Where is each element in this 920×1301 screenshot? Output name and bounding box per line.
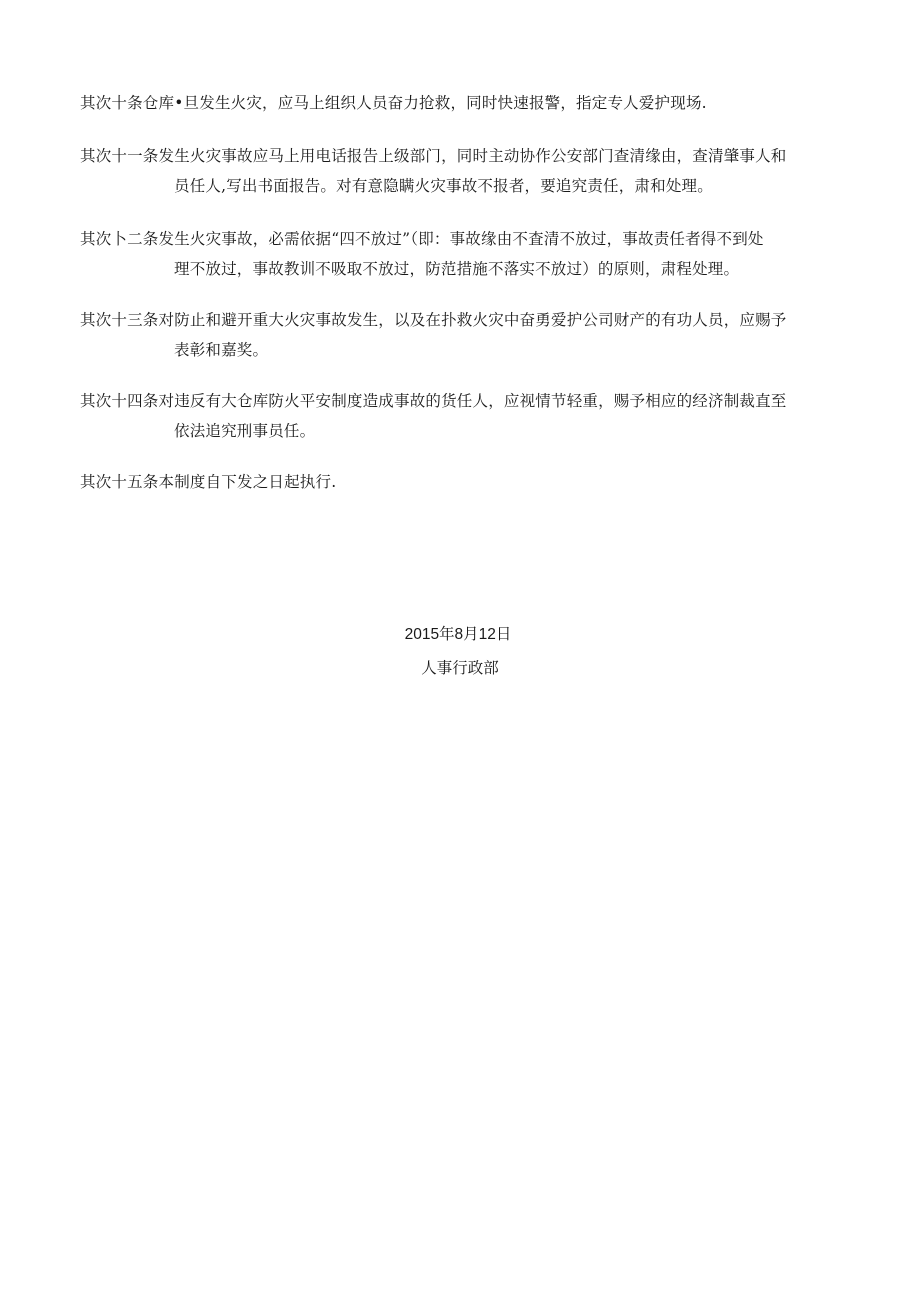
article-line: 其次十五条本制度自下发之日起执行.	[80, 473, 337, 491]
article-line: 其次十四条对违反有大仓库防火平安制度造成事故的货任人，应视情节轻重，赐予相应的经济制裁直至	[80, 392, 787, 410]
article-line: 其次卜二条发生火灾事故，必需依据“四不放过”（即：事故缘由不査清不放过，事故责任者得不到处	[80, 230, 764, 248]
signoff-department: 人事行政部	[421, 659, 499, 677]
article-21	[80, 141, 850, 201]
article-line-continuation: 理不放过，事故教训不吸取不放过，防范措施不落实不放过）的原则，肃程处理。	[174, 260, 740, 278]
signoff-date: 2015年8月12日	[404, 626, 512, 643]
article-23	[80, 305, 850, 365]
article-line: 其次十三条对防止和避开重大火灾事故发生，以及在扑救火灾中奋勇爱护公司财产的有功人员，应赐予	[80, 311, 787, 329]
article-line: 其次十条仓库•旦发生火灾，应马上组织人员奋力抢救，同时快速报警，指定专人爱护现场.	[80, 94, 707, 112]
article-22	[80, 224, 850, 284]
article-line-continuation: 员任人,写出书面报告。对有意隐瞒火灾事故不报者，要追究责任，肃和处理。	[174, 177, 713, 195]
article-20	[80, 88, 850, 118]
article-line-continuation: 表彰和嘉奖。	[174, 341, 269, 359]
article-line: 其次十一条发生火灾事故应马上用电话报告上级部门，同时主动协作公安部门查清缘由，查清肇事人和	[80, 147, 787, 165]
article-24	[80, 386, 850, 446]
article-line-continuation: 依法追究刑事员任。	[174, 422, 316, 440]
article-25	[80, 467, 850, 497]
